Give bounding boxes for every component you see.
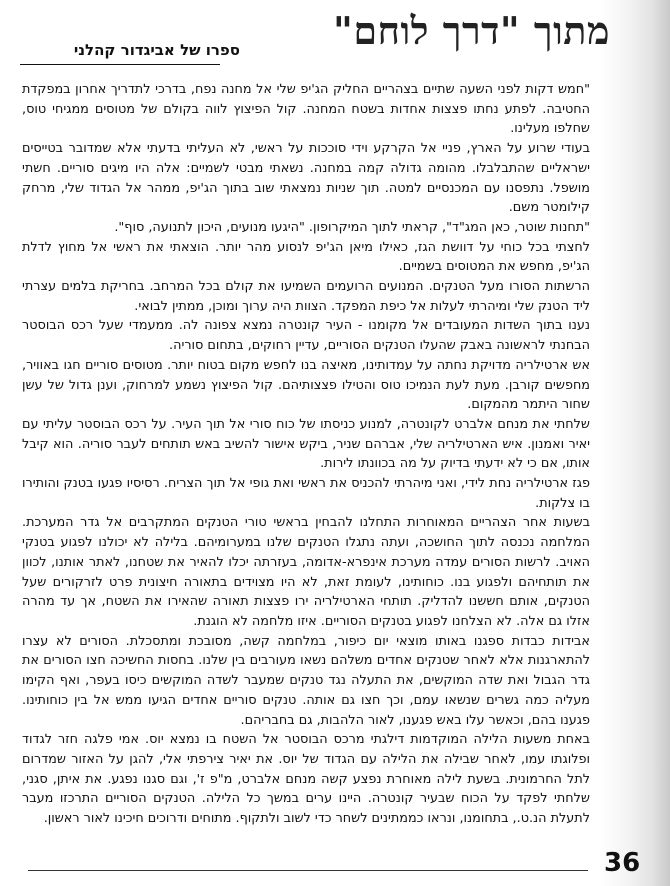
paragraph: בשעות אחר הצהריים המאוחרות התחלנו להבחין בראשי טורי הטנקים המתקרבים אל גדר המערכת. המלחמה נכנסה לתוך החושכה, ועתה נתגלו הטנקים שלנו במערומיהם. בלילה לא יכולנו לפגוע בטנקי האויב. לרשות הסורים עמדה מערכת אינפרא-אדומה, בעזרתה יכלו להאיר את שטחנו, לאתר אותנו, לכוון את תותחיהם ולפגוע בנו. כוחותינו, לעומת זאת, לא היו מצוידים בתאורה חיצונית פרט לזרקורים שעל הטנקים, אותם חששנו להדליק. תותחי הארטילריה ירו פצצות תאורה שהאירו את השטח, אך עד מהרה אזלו גם אלה. לא הצלחנו לפגוע בטנקים הסוריים. איזו מלחמה לא הוגנת. xyxy=(22,515,590,629)
paragraph: הרשתות הסורו מעל הטנקים. המנועים הרועמים השמיעו את קולם בכל המרחב. בחריקת בלמים עצרתי ליד הטנק שלי ומיהרתי לעלות אל כיפת המפקד. הצוות היה ערוך ומוכן, ממתין לבואי. xyxy=(22,279,590,314)
page-number: 36 xyxy=(604,848,641,878)
paragraph: נענו בתוך השדות המעובדים אל מקומנו - העיר קונטרה נמצא צפונה לה. ממעמדי שעל רכס הבוסטר הבחנתי לראשונה באבק שהעלו הטנקים הסוריים, עדיין רחוקים, בתחום סוריה. xyxy=(22,318,590,354)
subtitle-underline xyxy=(20,64,220,65)
paragraph: בעודי שרוע על הארץ, פניי אל הקרקע וידי סוככות על ראשי, לא העליתי בדעתי אלא שמדובר בטייסים ישראליים שהתבלבלו. מהומה גדולה קמה במחנה. נשאתי מבטי לשמיים: אלה היו מיגים סוריים. חשתי מושפל. נתפסנו עם המכנסיים למטה. תוך שניות נמצאתי שוב בתוך הג'יפ, ממהר אל הגדוד שלי, מרחק קילומטר משם. xyxy=(22,141,590,216)
paragraph: "חמש דקות לפני השעה שתיים בצהריים החליק הג'יפ שלי אל מחנה נפח, בדרכי לתדריך אחרון במפקדת החטיבה. לפתע נחתו פצצות אחדות בשטח המחנה. קול הפיצוץ לווה בקולם של מטוסים ממגיחי טוס, שחלפו מעלינו. xyxy=(22,82,590,137)
paragraph: "תחנות שוטר, כאן המג"ד", קראתי לתוך המיקרופון. "היגעו מנועים, היכון לתנועה, סוף". xyxy=(114,219,590,235)
paragraph: פגז ארטילריה נחת לידי, ואני מיהרתי להכניס את ראשי ואת גופי אל תוך הצריח. רסיסיו פגעו בטנק והותירו בו צלקות. xyxy=(22,476,590,511)
body-text xyxy=(22,80,590,829)
paragraph: לחצתי בכל כוחי על דוושת הגז, כאילו מיאן הג'יפ לנסוע מהר יותר. הוצאתי את ראשי אל מחוץ לדלת הג'יפ, מחפש את המטוסים בשמיים. xyxy=(22,239,590,275)
page-title: מתוך "דרך לוחם" xyxy=(333,8,610,53)
page-edge-shadow xyxy=(600,0,670,886)
subtitle: ספרו של אביגדור קהלני xyxy=(73,41,240,59)
footer-rule xyxy=(28,870,588,871)
paragraph: אבידות כבדות ספגנו באותו מוצאי יום כיפור, במלחמה קשה, מסובכת ומתסכלת. הסורים לא עצרו להתארגנות אלא לאחר שטנקים אחדים משלהם נשאו מעורבים בין שלנו. בחסות החשיכה חצו הסורים את גדר הגבול ואת שדה המוקשים, את התעלה נגד טנקים שמעבר לשדה המוקשים כיסו בעפר, ואף הקימו מעליה כמה גשרים שנשאו עמם, וכך חצו גם אותה. טנקים סוריים אחדים הגיעו ממש אל בין כוחותינו. פגענו בהם, וכאשר עלו באש פגענו, לאור הלהבות, גם בחבריהם. xyxy=(22,633,590,728)
paragraph: שלחתי את מנחם אלברט לקונטרה, למנוע כניסתו של כוח סורי אל תוך העיר. על רכס הבוסטר עליתי עם יאיר ואמנון. איש הארטילריה שלי, אברהם שניר, ביקש אישור להשיב באש תותחים לעבר סוריה. הוא קיבל אותו, אם כי לא ידעתי בדיוק על מה בכוונתו לירות. xyxy=(22,416,590,472)
paragraph: אש ארטילריה מדויקת נחתה על עמדותינו, מאיצה בנו לחפש מקום בטוח יותר. מטוסים סוריים חגו באוויר, מחפשים קורבן. מעת לעת הנמיכו טוס והטילו פצצותיהם. קול הפיצוץ נשמע למרחוק, וענן גדול של עשן שחור היתמר מהמקום. xyxy=(22,357,590,413)
paragraph: באחת משעות הלילה המוקדמות דילגתי מרכס הבוסטר אל השטח בו נמצא יוס. אמי פלגה חזר לגדוד ופלוגתו עמו, לאחר שבילה את הלילה עם הגדוד של יוס. את יאיר צירפתי אלי, להגן על האזור שמדרום לתל החרמונית. בשעת לילה מאוחרת נפצע קשה מנחם אלברט, מ"פ ז', וגם סגנו נפגע. את איתן, סגני, שלחתי לפקד על הכוח שבעיר קונטרה. היינו ערים במשך כל הלילה. הטנקים הסוריים התרכזו מעבר לתעלת הנ.ט., בתחומנו, ונראו כממתינים לשחר כדי לשוב ולתקוף. מתוחים ודרוכים חיכינו לאור ראשון. xyxy=(22,732,590,827)
